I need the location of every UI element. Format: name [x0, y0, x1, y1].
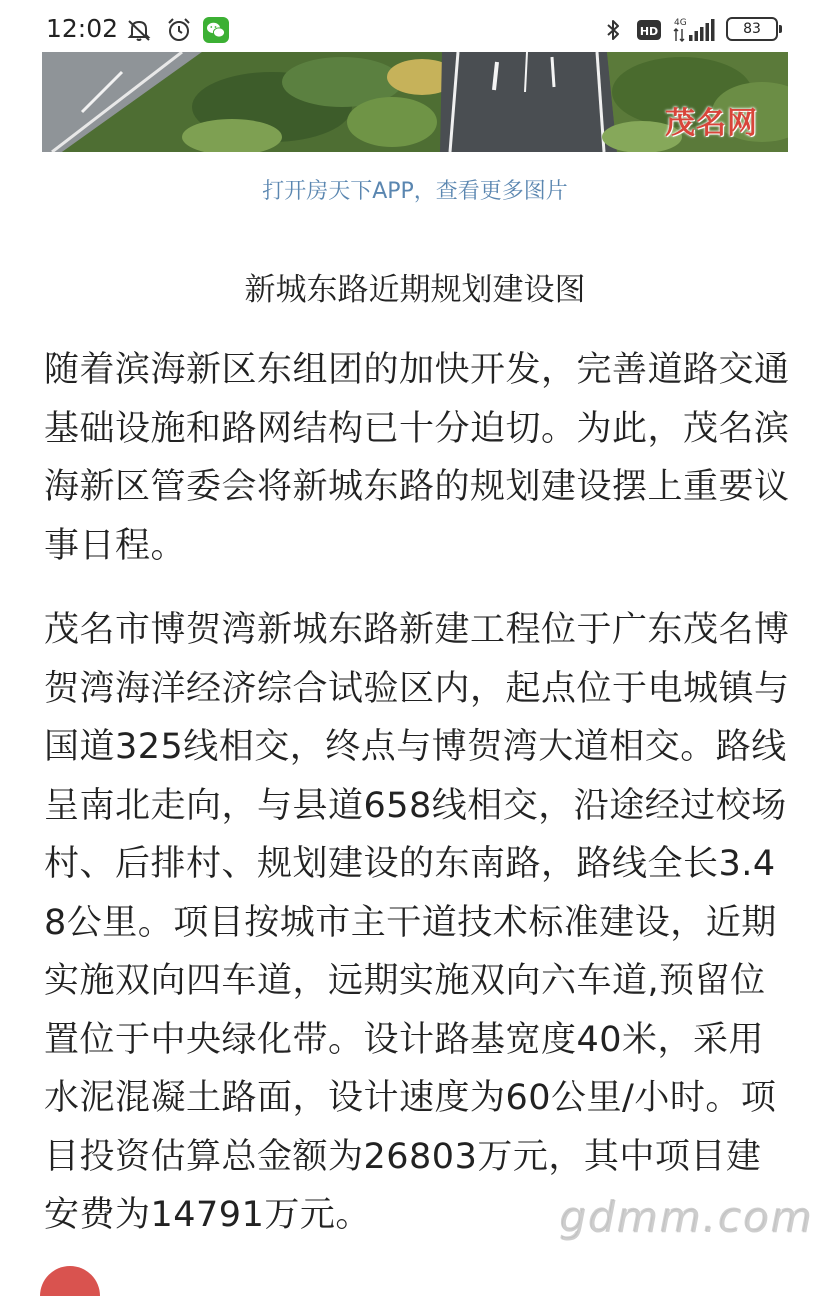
- site-watermark: gdmm.com: [560, 1193, 815, 1242]
- article-paragraph: 随着滨海新区东组团的加快开发，完善道路交通基础设施和路网结构已十分迫切。为此，茂名滨海新区管委会将新城东路的规划建设摆上重要议事日程。: [44, 350, 790, 566]
- image-caption: 新城东路近期规划建设图: [244, 272, 586, 308]
- network-type: 4G: [674, 18, 687, 28]
- open-app-link[interactable]: 打开房天下APP，查看更多图片: [262, 179, 568, 204]
- avatar[interactable]: [40, 1266, 100, 1296]
- signal-icon: [672, 17, 716, 43]
- wechat-icon: [203, 17, 229, 43]
- status-bar: [0, 0, 830, 60]
- battery-icon: [726, 17, 778, 41]
- status-time: 12:02: [46, 14, 119, 43]
- alarm-icon: [166, 17, 192, 43]
- photo-watermark: 茂名网: [665, 106, 758, 141]
- mute-icon: [126, 17, 152, 43]
- hd-label: HD: [639, 25, 659, 38]
- article-paragraph: 茂名市博贺湾新城东路新建工程位于广东茂名博贺湾海洋经济综合试验区内，起点位于电城镇与国道325线相交，终点与博贺湾大道相交。路线呈南北走向，与县道658线相交，沿途经过校场村、后排村、规划建设的东南路，路线全长3.48公里。项目按城市主干道技术标准建设，近期实施双向四车道，远期实施双向六车道,预留位置位于中央绿化带。设计路基宽度40米，采用水泥混凝土路面，设计速度为60公里/小时。项目投资估算总金额为26803万元，其中项目建安费为14791万元。: [44, 610, 790, 1235]
- battery-level: 83: [743, 21, 761, 37]
- bluetooth-icon: [600, 17, 626, 43]
- article-photo[interactable]: [42, 52, 788, 152]
- hd-icon: [636, 17, 662, 43]
